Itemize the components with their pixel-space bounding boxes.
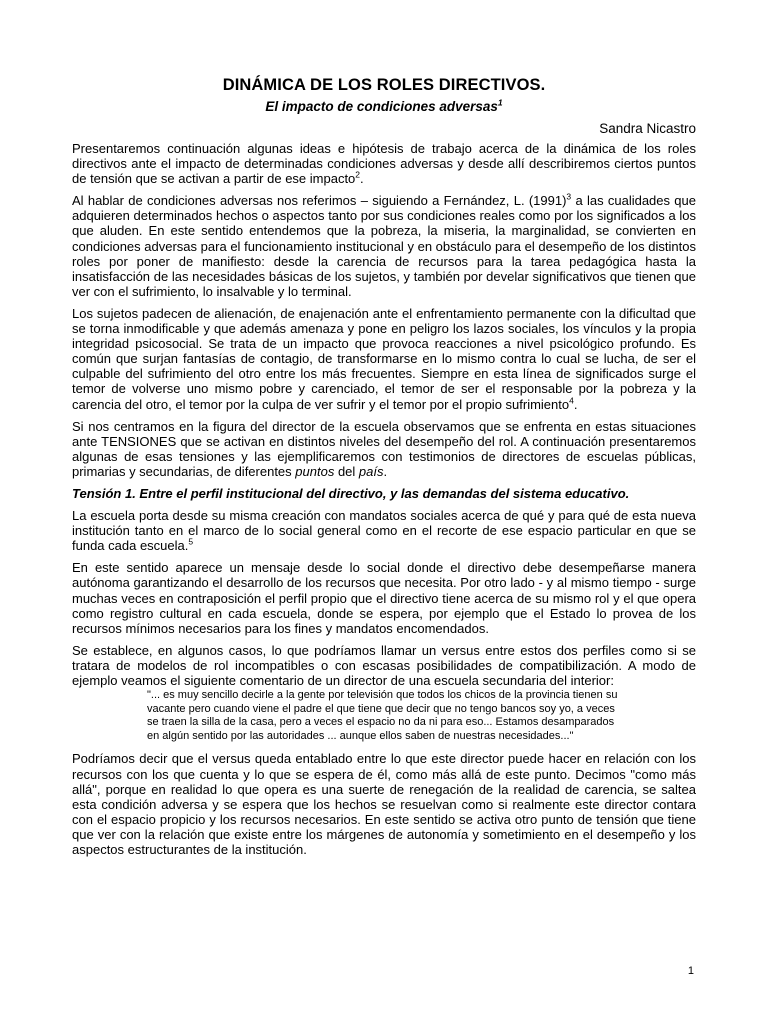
paragraph-alienation	[72, 306, 696, 412]
paragraph-tensions	[72, 419, 696, 479]
footnote-ref-5[interactable]: 5	[188, 536, 194, 547]
paragraph-text: .	[383, 463, 388, 479]
director-quote: "... es muy sencillo decirle a la gente por televisión que todos los chicos de la provincia tienen su vacante pero cuando viene el padre el que tiene que decir que no tengo bancos soy yo, a veces se traen la silla de la casa, pero a veces el espacio no da ni para eso... Estamos desamparados en algún sentido por las autoridades ... aunque ellos saben de nuestras necesidades..."	[147, 689, 618, 742]
paragraph-text: del	[334, 463, 359, 479]
paragraph-text: La escuela porta desde su misma creación con mandatos sociales acerca de qué y para qué de esta nueva institución tanto en el marco de lo social general como en el recorte de ese espacio particular en que se funda cada escuela.	[72, 508, 696, 554]
paragraph-versus: Se establece, en algunos casos, lo que podríamos llamar un versus entre estos dos perfiles como si se tratara de modelos de rol incompatibles o con escasas posibilidades de compatibilización. A modo de ejemplo veamos el siguiente comentario de un director de una escuela secundaria del interior:	[72, 642, 696, 688]
document-subtitle	[72, 99, 696, 114]
paragraph-intro	[72, 141, 696, 186]
footnote-ref-4[interactable]: 4	[569, 395, 574, 406]
emphasis-text: país	[358, 463, 384, 479]
paragraph-text: .	[360, 171, 364, 187]
page-number: 1	[687, 965, 694, 977]
footnote-ref-3[interactable]: 3	[566, 191, 572, 202]
subtitle-text: El impacto de condiciones adversas	[265, 99, 498, 114]
paragraph-text: Si nos centramos en la figura del director de la escuela observamos que se enfrenta en estas situaciones ante TENSIONES que se activan en distintos niveles del desempeño del rol. A continuación presentaremos algunas de esas tensiones y las ejemplificaremos con testimonios de directores de escuelas públicas, primarias y secundarias, de diferentes	[72, 418, 696, 479]
footnote-ref-1[interactable]: 1	[497, 97, 503, 108]
section-heading-tension-1: Tensión 1. Entre el perfil institucional del directivo, y las demandas del sistema educativo.	[72, 485, 630, 501]
paragraph-text: .	[573, 396, 578, 412]
emphasis-text: puntos	[295, 463, 335, 479]
paragraph-social-message: En este sentido aparece un mensaje desde lo social donde el directivo debe desempeñarse manera autónoma garantizando el desarrollo de los recursos que necesita. Por otro lado - y al mismo tiempo - surge muchas veces en contraposición el perfil propio que el directivo tiene acerca de su mismo rol y el que opera como registro cultural en cada escuela, donde se espera, por ejemplo que el Estado lo provea de los recursos mínimos necesarios para los fines y mandatos encomendados.	[72, 560, 696, 636]
footnote-ref-2[interactable]: 2	[355, 169, 361, 180]
paragraph-school-mandates	[72, 508, 696, 553]
paragraph-text: Al hablar de condiciones adversas nos referimos – siguiendo a Fernández, L. (1991)	[72, 193, 567, 209]
paragraph-adverse-conditions	[72, 193, 696, 299]
paragraph-text: Presentaremos continuación algunas ideas e hipótesis de trabajo acerca de la dinámica de los roles directivos ante el impacto de determinadas condiciones adversas y desde allí describiremos ciertos puntos de tensión que se activan a partir de ese impacto	[72, 141, 696, 187]
document-title: DINÁMICA DE LOS ROLES DIRECTIVOS.	[222, 76, 546, 94]
paragraph-text: a las cualidades que adquieren determinados hechos o aspectos tanto por sus condiciones reales como por los significados a los que aluden. En este sentido entendemos que la pobreza, la miseria, la marginalidad, se convierten en condiciones adversas para el funcionamiento institucional y en obstáculo para el desempeño de los distintos roles por poner de manifiesto: desde la carencia de recursos para la tarea pedagógica hasta la insatisfacción de las necesidades básicas de los sujetos, y también por develar significativos que tienen que ver con el sufrimiento, lo insalvable y lo terminal.	[72, 193, 696, 299]
paragraph-versus-analysis: Podríamos decir que el versus queda entablado entre lo que este director puede hacer en relación con los recursos con los que cuenta y lo que se espera de él, como más allá de este punto. Decimos "como más allá", porque en realidad lo que opera es una suerte de renegación de la realidad de carencia, se saltea esta condición adversa y se espera que los hechos se resuelvan como si realmente este director contara con el espacio propicio y los recursos necesarios. En este sentido se activa otro punto de tensión que tiene que ver con la relación que existe entre los márgenes de autonomía y sometimiento en el desempeño y los aspectos estructurantes de la institución.	[72, 751, 696, 858]
author-name: Sandra Nicastro	[599, 121, 696, 136]
paragraph-text: Los sujetos padecen de alienación, de enajenación ante el enfrentamiento permanente con la dificultad que se torna inmodificable y que además amenaza y pone en peligro los lazos sociales, los vínculos y la propia integridad psicosocial. Se trata de un impacto que provoca reacciones a nivel psicológico profundo. Es común que surjan fantasías de contagio, de transformarse en lo mismo contra lo cual se lucha, de ser el culpable del sufrimiento del otro entre los más frecuentes. Siempre en esta línea de significados surge el temor de volverse uno mismo pobre y carenciado, el temor de ser el responsable por la pobreza y la carencia del otro, el temor por la culpa de ver sufrir y el temor por el propio sufrimiento	[72, 305, 696, 412]
